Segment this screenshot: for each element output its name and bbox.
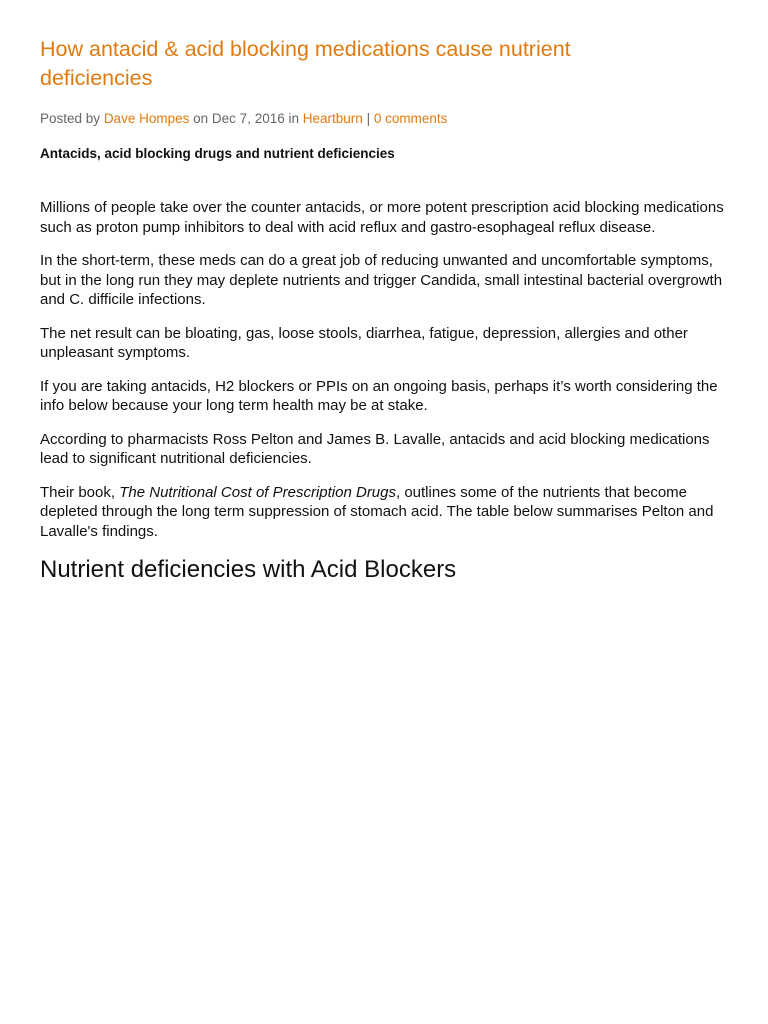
body-paragraph: If you are taking antacids, H2 blockers or PPIs on an ongoing basis, perhaps it’s worth considering the info below because your long term health may be at stake. (40, 377, 718, 414)
on-label: on (193, 111, 209, 126)
body-paragraph: Millions of people take over the counter antacids, or more potent prescription acid blocking medications such as proton pump inhibitors to deal with acid reflux and gastro-esophageal reflux disease. (40, 199, 724, 236)
post-body (40, 145, 730, 585)
book-paragraph-before: Their book, (40, 483, 120, 501)
meta-separator: | (366, 111, 371, 126)
author-link[interactable]: Dave Hompes (103, 111, 190, 126)
book-paragraph-after: , outlines some of the nutrients that become depleted through the long term suppression of stomach acid. The table below summarises Pelton and Lavalle's findings. (40, 483, 714, 540)
post-meta (40, 110, 728, 128)
comments-link[interactable]: 0 comments (373, 111, 448, 126)
body-paragraph: The net result can be bloating, gas, loose stools, diarrhea, fatigue, depression, allergies and other unpleasant symptoms. (40, 324, 688, 361)
body-paragraph: In the short-term, these meds can do a great job of reducing unwanted and uncomfortable symptoms, but in the long run they may deplete nutrients and trigger Candida, small intestinal bacterial overgrowth and C. difficile infections. (40, 252, 723, 308)
body-paragraph: According to pharmacists Ross Pelton and James B. Lavalle, antacids and acid blocking medications lead to significant nutritional deficiencies. (40, 430, 710, 467)
post-date: Dec 7, 2016 (211, 111, 285, 126)
in-label: in (288, 111, 300, 126)
category-link[interactable]: Heartburn (302, 111, 363, 126)
posted-by-label: Posted by (40, 111, 101, 126)
intro-heading: Antacids, acid blocking drugs and nutrient deficiencies (40, 146, 395, 161)
book-title: The Nutritional Cost of Prescription Drugs (119, 483, 396, 501)
book-paragraph (40, 483, 730, 542)
section-heading: Nutrient deficiencies with Acid Blockers (40, 556, 457, 583)
post-title: How antacid & acid blocking medications cause nutrient deficiencies (40, 37, 571, 90)
